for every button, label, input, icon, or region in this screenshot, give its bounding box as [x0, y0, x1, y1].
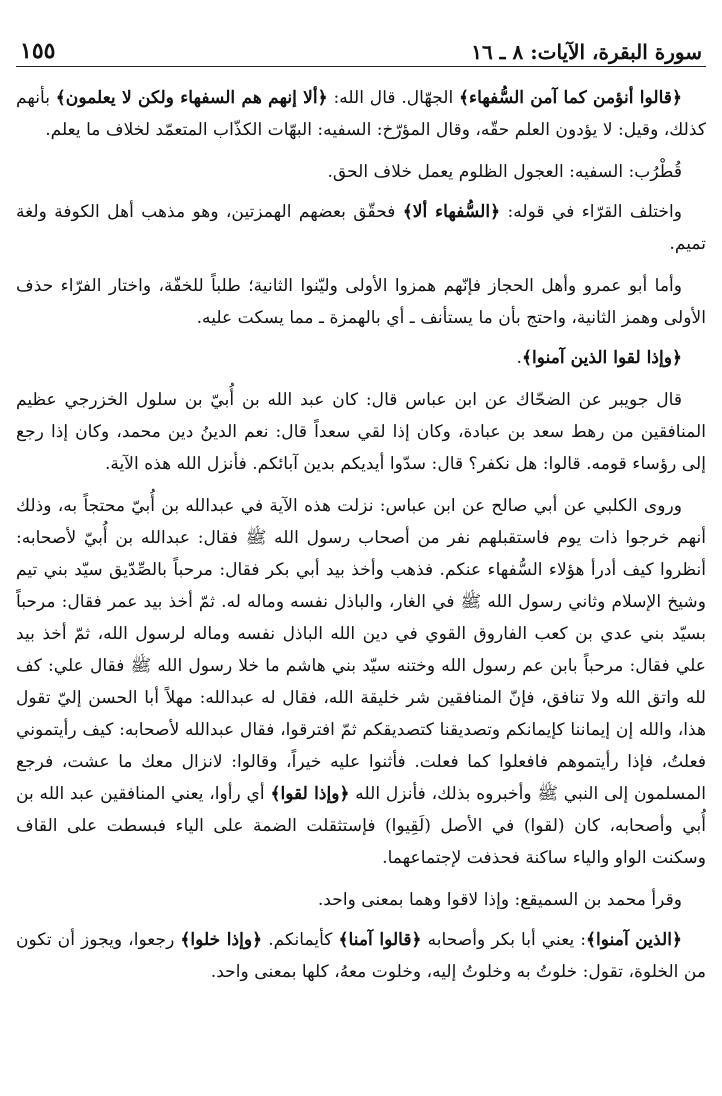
text-segment: .: [516, 348, 522, 368]
text-segment: بأنهم كذلك، وقيل: لا يؤدون العلم حقّه، وقال المؤرّخ: السفيه: البهّات الكذّاب المتعمّد لخلاف ما يعلم.: [16, 88, 706, 140]
text-segment: أي رأوا، يعني المنافقين عبد الله بن أُبي وأصحابه، كان (لقوا) في الأصل (لَقِيوا) فإستثقلت الضمة على الياء فبسطت على القاف وسكنت الواو والياء ساكنة فحذفت لإجتماعهما.: [16, 784, 706, 868]
page-number: ١٥٥: [20, 38, 56, 64]
text-segment: رجعوا، ويجوز أن تكون من الخلوة، تقول: خلوتُ به وخلوتُ إليه، وخلوت معهُ، كلها بمعنى واحد.: [16, 930, 706, 982]
text-segment: كأيمانكم.: [262, 930, 339, 950]
quran-quote: ﴿ألا إنهم هم السفهاء ولكن لا يعلمون﴾: [55, 88, 328, 108]
paragraph: [16, 884, 706, 916]
paragraph: [16, 156, 706, 188]
quran-quote: ﴿الذين آمنوا﴾: [586, 930, 682, 950]
running-title: سورة البقرة، الآيات: ٨ ـ ١٦: [471, 40, 702, 64]
page-header: [16, 30, 706, 67]
quran-quote: ﴿وإذا لقوا الذين آمنوا﴾: [521, 348, 682, 368]
text-segment: واختلف القرّاء في قوله:: [500, 202, 682, 222]
paragraph: [16, 924, 706, 988]
quran-quote: ﴿قالوا أنؤمن كما آمن السُّفهاء﴾: [459, 88, 682, 108]
quran-quote: ﴿وإذا لقوا﴾: [270, 784, 350, 804]
body-text: [16, 82, 706, 998]
quran-quote: ﴿وإذا خلوا﴾: [180, 930, 263, 950]
quran-quote: ﴿قالوا آمنا﴾: [338, 930, 422, 950]
paragraph: [16, 270, 706, 334]
text-segment: الجهّال. قال الله:: [327, 88, 460, 108]
text-segment: وروى الكلبي عن أبي صالح عن ابن عباس: نزلت هذه الآية في عبدالله بن أُبيّ محتجاً به، وذلك أنهم خرجوا ذات يوم فاستقبلهم نفر من أصحاب رسول الله ﷺ فقال: عبدالله بن أُبيّ لأصحابه: أنظروا كيف أدرأ هؤلاء السُّفهاء عنكم. فذهب وأخذ بيد أبي بكر فقال: مرحباً بالصِّدّيق سيّد بني تيم وشيخ الإسلام وثاني رسول الله ﷺ في الغار، والباذل نفسه وماله له. ثمّ أخذ بيد عمر فقال: مرحباً بسيّد بني عدي بن كعب الفاروق القوي في دين الله الباذل نفسه وماله لرسول الله، ثمّ أخذ بيد علي فقال: مرحباً بابن عم رسول الله وختنه سيّد بني هاشم ما خلا رسول الله ﷺ فقال علي: كف لله واتق الله ولا تنافق، فإنّ المنافقين شر خليقة الله، فقال له عبدالله: مهلاً أبا الحسن إليّ تقول هذا، والله إن إيماننا كإيمانكم وتصديقنا كتصديقكم ثمّ افترقوا، فقال عبدالله لأصحابه: كيف رأيتموني فعلتُ، فإذا رأيتموهم فافعلوا كما فعلت. فأثنوا عليه خيراً، وقالوا: لانزال معك ما عشت، فرجع المسلمون إلى النبي ﷺ وأخبروه بذلك، فأنزل الله: [16, 496, 706, 804]
paragraph: [16, 342, 706, 374]
text-segment: قال جويبر عن الضحّاك عن ابن عباس قال: كان عبد الله بن أُبيّ بن سلول الخزرجي عظيم المنافقين من رهط سعد بن عبادة، وكان إذا لقي سعداً قال: نعم الدينُ دين محمد، وكان إذا رجع إلى رؤساء قومه. قالوا: هل نكفر؟ قال: سدّوا أيديكم بدين آبائكم. فأنزل الله هذه الآية.: [16, 390, 706, 474]
text-segment: فحقّق بعضهم الهمزتين، وهو مذهب أهل الكوفة ولغة تميم.: [16, 202, 706, 254]
text-segment: قُطْرُب: السفيه: العجول الظلوم يعمل خلاف الحق.: [327, 162, 682, 182]
paragraph: [16, 490, 706, 874]
text-segment: : يعني أبا بكر وأصحابه: [421, 930, 587, 950]
paragraph: [16, 82, 706, 146]
paragraph: [16, 196, 706, 260]
quran-quote: ﴿السُّفهاء ألا﴾: [402, 202, 501, 222]
text-segment: وقرأ محمد بن السميقع: وإذا لاقوا وهما بمعنى واحد.: [317, 890, 682, 910]
paragraph: [16, 384, 706, 480]
text-segment: وأما أبو عمرو وأهل الحجاز فإنّهم همزوا الأولى وليّنوا الثانية؛ طلباً للخفّة، واختار الفرّاء حذف الأولى وهمز الثانية، واحتج بأن ما يستأنف ـ أي بالهمزة ـ مما يسكت عليه.: [16, 276, 706, 328]
